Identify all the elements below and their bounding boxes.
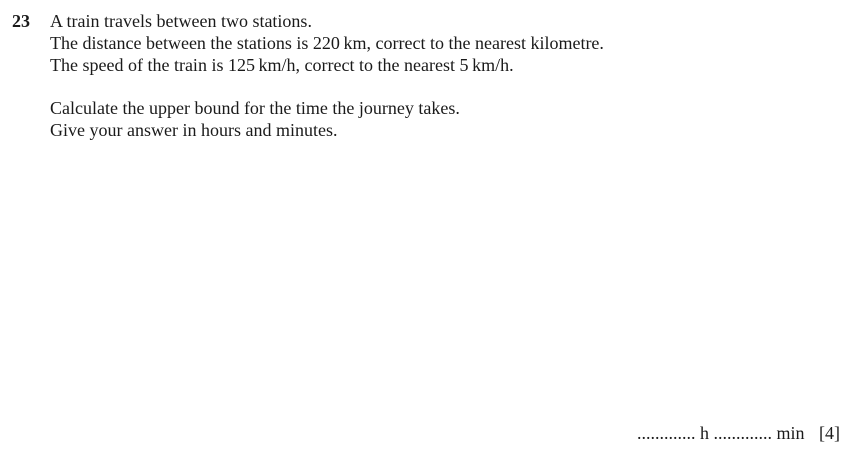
minutes-answer-blank[interactable]: ............. [713, 423, 772, 443]
question-body [50, 10, 604, 141]
answer-line [637, 422, 840, 444]
marks-label: [4] [819, 423, 840, 443]
instruction-line-2: Give your answer in hours and minutes. [50, 120, 338, 140]
question-line-3: The speed of the train is 125 km/h, correct to the nearest 5 km/h. [50, 55, 514, 75]
paragraph-gap [50, 76, 604, 97]
question-line-1: A train travels between two stations. [50, 11, 312, 31]
question-line-2: The distance between the stations is 220 km, correct to the nearest kilometre. [50, 33, 604, 53]
hours-unit: h [699, 423, 709, 443]
hours-answer-blank[interactable]: ............. [636, 423, 696, 443]
question-number: 23 [12, 11, 30, 31]
instruction-line-1: Calculate the upper bound for the time the journey takes. [50, 98, 460, 118]
minutes-unit: min [776, 423, 805, 443]
